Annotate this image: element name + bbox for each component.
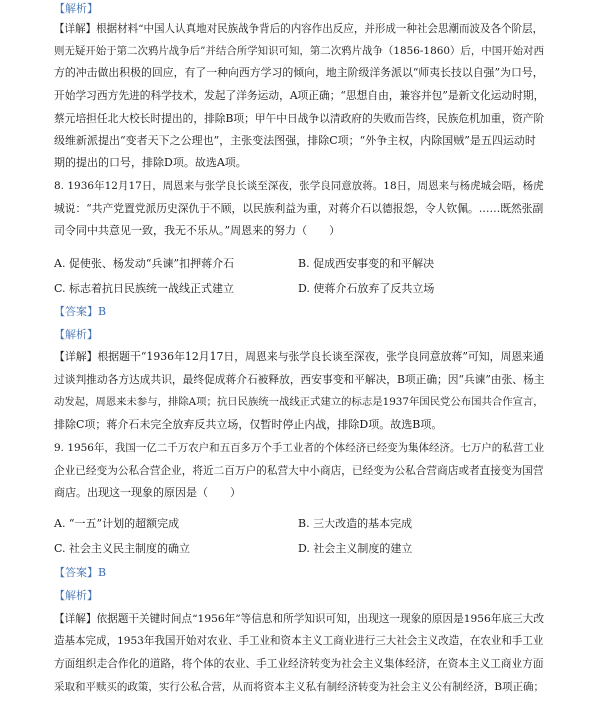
q8-detail-line-3: 动发起，周恩来未参与，排除A项；抗日民族统一战线正式建立的标志是1937年国民党公布国共合作宣言， [54,396,544,408]
q9-option-b: B. 三大改造的基本完成 [298,517,413,530]
q8-stem-line-1: 8. 1936年12月17日，周恩来与张学良长谈至深夜，张学良同意放蒋。18日，周恩来与杨虎城会晤，杨虎 [54,180,544,192]
q8-detail-line-1: 【详解】根据题干“1936年12月17日，周恩来与张学良长谈至深夜，张学良同意放蒋”可知，周恩来通 [54,350,544,363]
q9-detail-line-3: 方面组织走合作化的道路，将个体的农业、手工业经济转变为社会主义集体经济，在资本主义工商业方面 [54,657,544,670]
q7-detail-line-3: 方的冲击做出积极的回应，有了一种向西方学习的倾向，地主阶级洋务派以“师夷长技以自强”为口号， [54,66,544,79]
q7-detail-line-1: 【详解】根据材料“中国人认真地对民族战争背后的内容作出反应，并形成一种社会思潮而波及各个阶层， [54,23,544,35]
q8-detail-line-2: 过谈判推动各方达成共识，最终促成蒋介石被释放，西安事变和平解决，B项正确；因“兵谏”由张、杨主 [54,373,545,386]
q9-answer: 【答案】B [54,566,107,579]
q8-option-c: C. 标志着抗日民族统一战线正式建立 [54,282,235,295]
q8-stem-line-2: 城说：“共产党置党派历史深仇于不顾，以民族利益为重，对蒋介石以德报怨，令人钦佩。……既然张副 [54,202,544,215]
q7-detail-line-7: 期的提出的口号，排除D项。故选A项。 [54,156,247,169]
q8-stem-line-3: 司令同中共意见一致，我无不乐从。”周恩来的努力（ ） [54,224,341,237]
q9-stem-line-2: 企业已经变为公私合营企业，将近二百万户的私营大中小商店，已经变为公私合营商店或者直接变为国营 [54,464,544,477]
q8-option-b: B. 促成西安事变的和平解决 [298,257,435,270]
q7-detail-line-6: 级维新派提出“变者天下之公理也”，主张变法图强，排除C项；“外争主权，内除国贼”是五四运动时 [54,134,536,147]
q7-analysis-tag: 【解析】 [54,2,98,15]
q8-detail-line-4: 排除C项；蒋介石未完全放弃反共立场，仅暂时停止内战，排除D项。故选B项。 [54,418,443,431]
q7-detail-line-4: 开始学习西方先进的科学技术，发起了洋务运动，A项正确；“思想自由，兼容并包”是新文化运动时期， [54,89,545,102]
q9-detail-line-4: 采取和平赎买的政策，实行公私合营，从而将资本主义私有制经济转变为社会主义公有制经济，B项正确； [54,681,544,693]
q9-detail-line-1: 【详解】依据题干关键时间点“1956年”等信息和所学知识可知，出现这一现象的原因是1956年底三大改 [54,612,544,625]
q8-answer: 【答案】B [54,305,107,318]
q9-detail-line-2: 造基本完成，1953年我国开始对农业、手工业和资本主义工商业进行三大社会主义改造，在农业和手工业 [54,635,544,647]
q9-stem-line-1: 9. 1956年，我国一亿二千万农户和五百多万个手工业者的个体经济已经变为集体经济。七万户的私营工业 [54,442,545,454]
q8-option-a: A. 促使张、杨发动“兵谏”扣押蒋介石 [54,257,235,270]
q9-stem-line-3: 商店。出现这一现象的原因是（ ） [54,486,241,499]
q8-option-d: D. 使蒋介石放弃了反共立场 [298,282,435,295]
q7-detail-line-2: 则无疑开始于第二次鸦片战争后”并结合所学知识可知，第二次鸦片战争（1856-1860）后，中国开始对西 [54,45,544,57]
q8-analysis-tag: 【解析】 [54,328,98,341]
q9-option-a: A. “一五”计划的超额完成 [54,517,180,530]
q7-detail-line-5: 蔡元培担任北大校长时提出的，排除B项；甲午中日战争以清政府的失败而告终，民族危机加重，资产阶 [54,112,545,125]
q9-option-d: D. 社会主义制度的建立 [298,542,413,555]
q9-option-c: C. 社会主义民主制度的确立 [54,542,191,555]
q9-analysis-tag: 【解析】 [54,589,98,602]
